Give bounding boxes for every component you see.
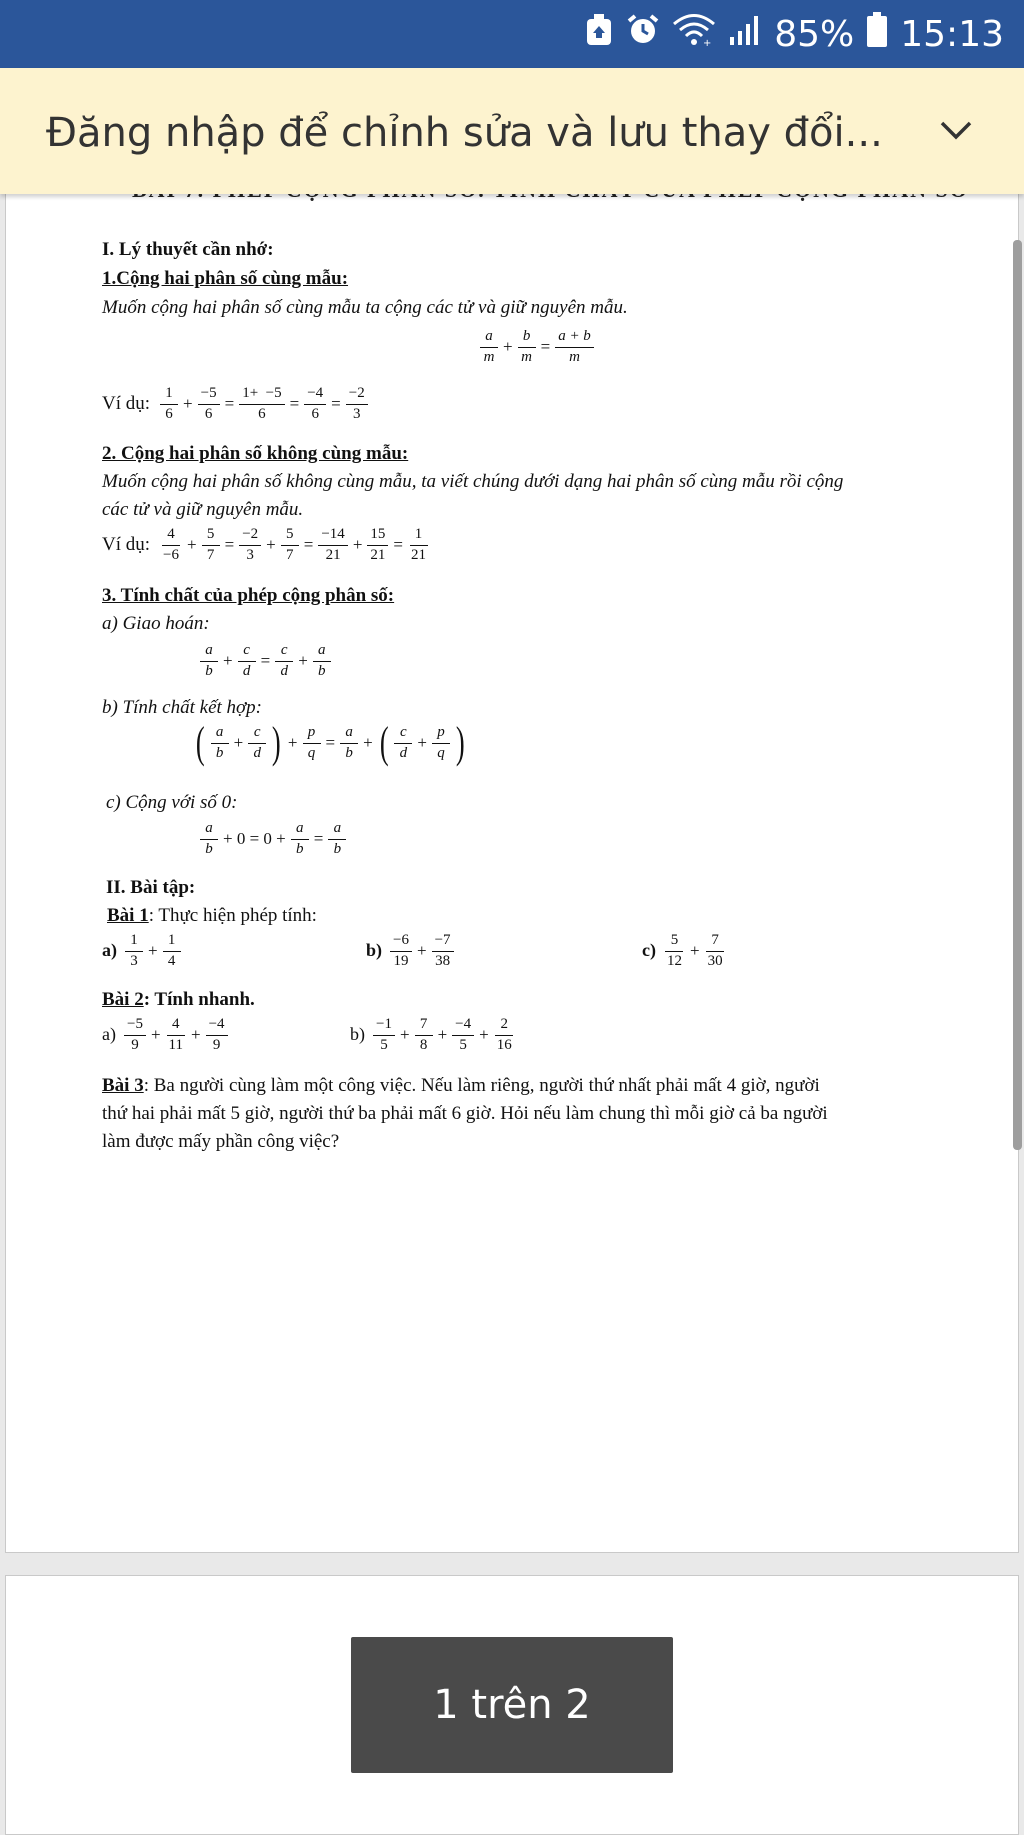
exercise-1-heading (107, 905, 317, 928)
page-indicator-button[interactable]: 1 trên 2 (351, 1637, 673, 1773)
exercise-1-item-b: b) $\frac{-6}{19}$ + $\frac{-7}{38}$ (366, 933, 456, 970)
exercise-3-line-3: làm được mấy phần công việc? (102, 1131, 340, 1152)
exercise-1-item-c: c) $\frac{5}{12}$ + $\frac{7}{30}$ (642, 932, 723, 969)
exercise-1-label: Bài 1 (107, 905, 149, 926)
subsection-3-title: 3. Tính chất của phép cộng phân số: (102, 585, 395, 606)
exercise-1-a-label: a) (102, 940, 117, 961)
exercise-2-a-label: a) (102, 1024, 116, 1045)
exercise-2-b-label: b) (350, 1024, 365, 1045)
svg-text:+: + (703, 37, 712, 49)
exercise-3-line-2: thứ hai phải mất 5 giờ, người thứ ba phải mất 6 giờ. Hỏi nếu làm chung thì mỗi giờ cả ba người (102, 1103, 828, 1124)
status-bar (0, 0, 1024, 68)
subsection-2-text-1: Muốn cộng hai phân số không cùng mẫu, ta viết chúng dưới dạng hai phân số cùng mẫu rồi cộng (102, 471, 844, 492)
exercise-1-c-label: c) (642, 940, 656, 961)
example-2-label: Ví dụ: (102, 533, 151, 555)
alarm-icon (626, 13, 660, 56)
document-page-1 (5, 190, 1019, 1553)
clock-time: 15:13 (900, 13, 1004, 55)
subsection-1-text: Muốn cộng hai phân số cùng mẫu ta cộng các tử và giữ nguyên mẫu. (102, 297, 628, 318)
example-1-label: Ví dụ: (102, 392, 151, 414)
formula-add-zero: $\frac{a}{b}$ + 0 = 0 + $\frac{a}{b}$ = $\frac{a}{b}$ (198, 821, 348, 858)
exercise-2-item-b: b) $\frac{-1}{5}$ + $\frac{7}{8}$ + $\frac{-4}{5}$ + $\frac{2}{16}$ (350, 1016, 512, 1053)
property-zero-label: c) Cộng với số 0: (106, 792, 238, 813)
example-2: Ví dụ: $\frac{4}{-6}$ + $\frac{5}{7}$ = $\frac{-2}{3}$ + $\frac{5}{7}$ = $\frac{-14}{21}$ + $\frac{15}{21}$ = $\frac{1}{21}$ (102, 526, 426, 563)
exercise-3-line-1 (102, 1075, 820, 1098)
exercise-2-text: : Tính nhanh. (143, 989, 255, 1010)
exercise-2-item-a: a) $\frac{-5}{9}$ + $\frac{4}{11}$ + $\frac{-4}{9}$ (102, 1017, 230, 1054)
subsection-1-title: 1.Cộng hai phân số cùng mẫu: (102, 268, 349, 289)
exercise-2-label: Bài 2 (102, 989, 144, 1010)
property-commutative-label: a) Giao hoán: (102, 613, 210, 634)
chevron-down-icon[interactable] (938, 112, 974, 148)
formula-commutative: $\frac{a}{b}$ + $\frac{c}{d}$ = $\frac{c}{d}$ + $\frac{a}{b}$ (198, 643, 333, 680)
example-1: Ví dụ: $\frac{1}{6}$ + $\frac{-5}{6}$ = $\frac{1+ -5}{6}$ = $\frac{-4}{6}$ = $\frac{-2}{3}$ (102, 386, 370, 423)
exercise-1-b-label: b) (366, 940, 383, 961)
property-associative-label: b) Tính chất kết hợp: (102, 697, 262, 718)
exercise-3-label: Bài 3 (102, 1075, 144, 1096)
sign-in-banner[interactable] (0, 68, 1024, 194)
formula-same-denominator: $\frac{a}{m}$ + $\frac{b}{m}$ = $\frac{a + b}{m}$ (478, 329, 596, 366)
exercise-1-text: : Thực hiện phép tính: (148, 905, 317, 926)
exercise-3-text-1: : Ba người cùng làm một công việc. Nếu làm riêng, người thứ nhất phải mất 4 giờ, người (143, 1075, 820, 1096)
wifi-icon (672, 13, 716, 56)
formula-associative: ( $\frac{a}{b}$ + $\frac{c}{d}$ ) + $\frac{p}{q}$ = $\frac{a}{b}$ + ( $\frac{c}{d}$ + $\frac{p}{q}$ ) (195, 718, 465, 767)
subsection-2-title: 2. Cộng hai phân số không cùng mẫu: (102, 443, 409, 464)
recycle-icon (584, 13, 614, 56)
subsection-2-text-2: các tử và giữ nguyên mẫu. (102, 499, 304, 520)
vertical-scrollbar[interactable] (1013, 240, 1022, 1150)
exercise-1-item-a: a) $\frac{1}{3}$ + $\frac{1}{4}$ (102, 933, 183, 970)
battery-percent: 85% (774, 13, 855, 55)
status-icons (584, 0, 1004, 68)
banner-text: Đăng nhập để chỉnh sửa và lưu thay đổi... (46, 110, 883, 156)
battery-icon (866, 12, 888, 57)
signal-icon (728, 13, 762, 56)
exercise-2-heading (102, 989, 255, 1012)
section-2-title: II. Bài tập: (106, 877, 196, 898)
section-1-title: I. Lý thuyết cần nhớ: (102, 239, 274, 260)
